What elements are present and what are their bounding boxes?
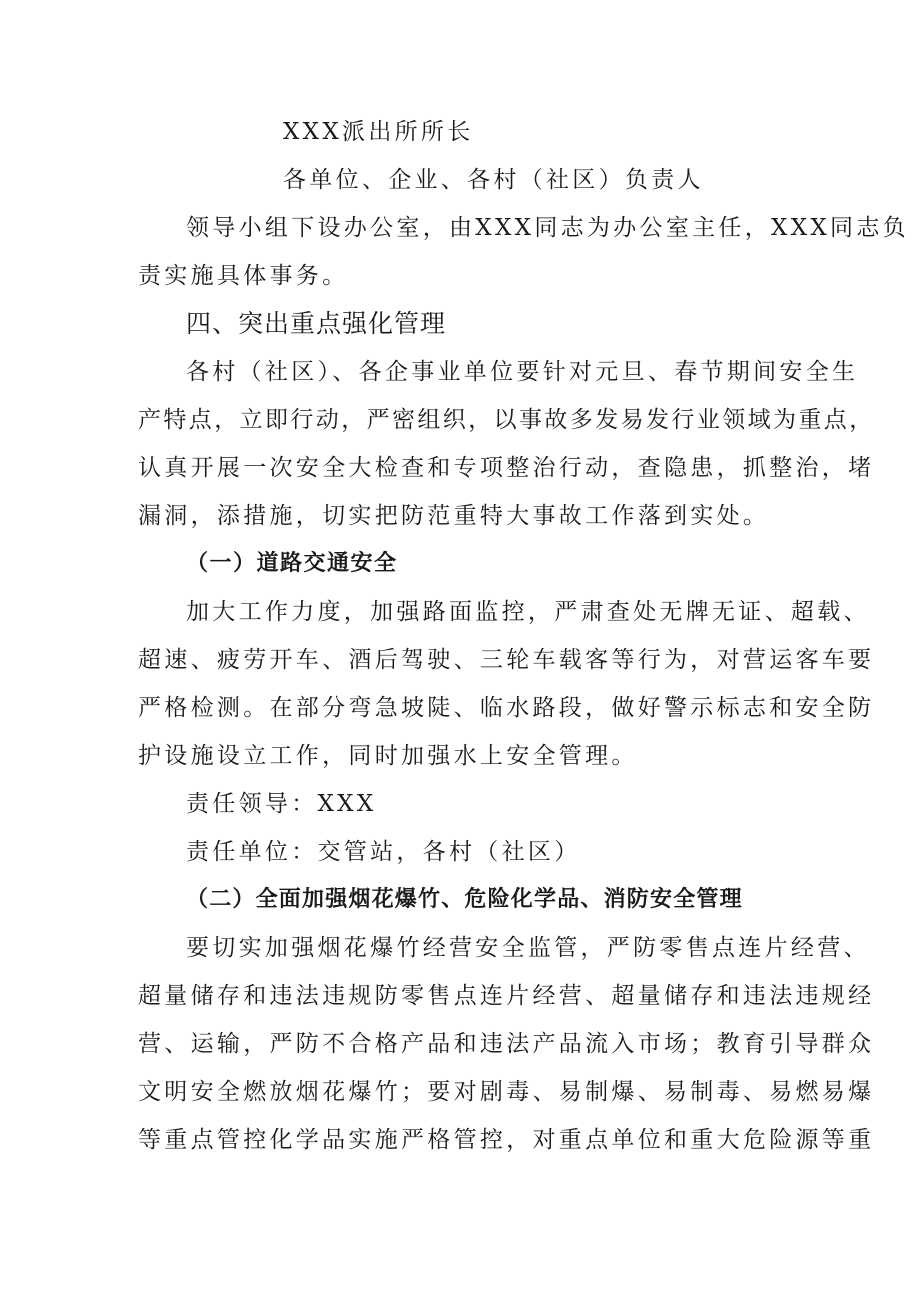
section-heading: 四、突出重点强化管理 <box>186 309 447 338</box>
section-paragraph-line: 各村（社区）、各企事业单位要针对元旦、春节期间安全生 <box>186 359 859 385</box>
subsection-paragraph-line: 护设施设立工作，同时加强水上安全管理。 <box>138 743 638 769</box>
subsection-paragraph-line: 要切实加强烟花爆竹经营安全监管，严防零售点连片经营、 <box>186 935 870 961</box>
subsection-paragraph-line: 文明安全燃放烟花爆竹；要对剧毒、易制爆、易制毒、易燃易爆 <box>138 1079 875 1105</box>
subsection-paragraph-line: 超速、疲劳开车、酒后驾驶、三轮车载客等行为，对营运客车要 <box>138 647 875 673</box>
subsection-paragraph-line: 营、运输，严防不合格产品和违法产品流入市场；教育引导群众 <box>138 1031 875 1057</box>
section-paragraph-line: 漏洞，添措施，切实把防范重特大事故工作落到实处。 <box>138 503 770 529</box>
member-line: 各单位、企业、各村（社区）负责人 <box>283 167 704 193</box>
subsection-paragraph-line: 严格检测。在部分弯急坡陡、临水路段，做好警示标志和安全防 <box>138 695 875 721</box>
section-paragraph-line: 产特点，立即行动，严密组织，以事故多发易发行业领域为重点， <box>138 407 875 433</box>
member-line: XXX派出所所长 <box>283 119 474 145</box>
responsible-unit: 责任单位：交管站，各村（社区） <box>186 839 581 865</box>
subsection-heading: （一）道路交通安全 <box>186 551 398 576</box>
subsection-paragraph-line: 等重点管控化学品实施严格管控，对重点单位和重大危险源等重 <box>138 1127 875 1153</box>
subsection-paragraph-line: 加大工作力度，加强路面监控，严肃查处无牌无证、超载、 <box>186 599 870 625</box>
office-paragraph-line: 领导小组下设办公室，由XXX同志为办公室主任，XXX同志负 <box>186 215 909 241</box>
responsible-leader: 责任领导：XXX <box>186 791 377 817</box>
subsection-paragraph-line: 超量储存和违法违规防零售点连片经营、超量储存和违法违规经 <box>138 983 875 1009</box>
section-paragraph-line: 认真开展一次安全大检查和专项整治行动，查隐患，抓整治，堵 <box>138 455 875 481</box>
office-paragraph-line: 责实施具体事务。 <box>138 263 349 289</box>
subsection-heading: （二）全面加强烟花爆竹、危险化学品、消防安全管理 <box>186 887 743 912</box>
